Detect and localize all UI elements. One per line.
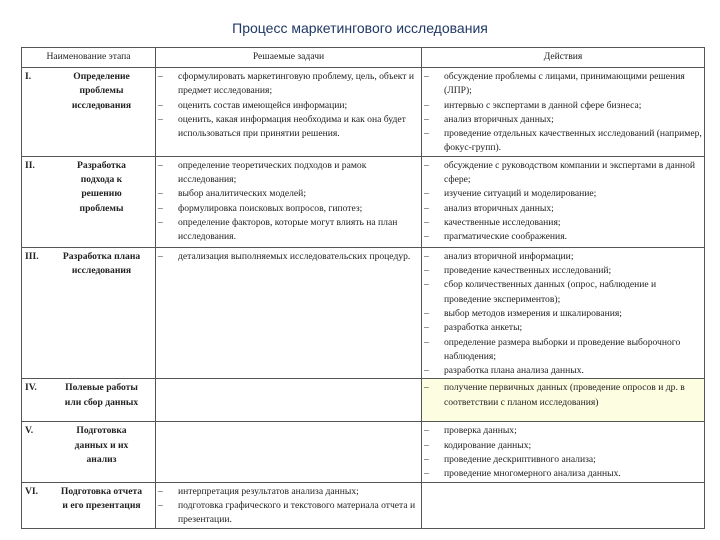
table-row	[22, 482, 705, 528]
tasks-cell	[156, 422, 422, 482]
action-item	[422, 70, 702, 99]
stage-name-line	[25, 453, 153, 467]
action-item	[422, 113, 702, 127]
stage-name-line	[25, 159, 153, 173]
tasks-cell	[156, 156, 422, 247]
stage-name: Полевые работы	[65, 382, 138, 394]
task-item	[156, 99, 419, 113]
actions-cell	[422, 247, 705, 379]
task-item-text: выбор аналитических моделей;	[178, 188, 306, 200]
action-item-text: выбор методов измерения и шкалирования;	[444, 307, 622, 319]
tasks-list	[156, 483, 421, 528]
task-item	[156, 113, 419, 142]
action-item-text: получение первичных данных (проведение опросов и др. в соответствии с планом исследования)	[444, 382, 685, 408]
action-item	[422, 159, 702, 188]
action-item-text: кодирование данных;	[444, 439, 532, 451]
dash-bullet: –	[158, 485, 163, 497]
task-item-text: определение факторов, которые могут влиять на план исследования.	[178, 216, 398, 243]
stage-name-line	[25, 202, 153, 216]
stage-number: V.	[25, 425, 34, 437]
action-item-text: проверка данных;	[444, 425, 517, 437]
task-item	[156, 202, 419, 216]
action-item-text: разработка анкеты;	[444, 322, 523, 334]
stage-number	[25, 264, 50, 278]
stage-name: Разработка плана	[62, 250, 141, 262]
actions-list	[422, 68, 704, 156]
table-row	[22, 379, 705, 422]
dash-bullet: –	[424, 454, 429, 466]
stage-name-line	[25, 439, 153, 453]
dash-bullet: –	[424, 250, 429, 262]
stage-name-line	[25, 381, 153, 395]
actions-cell	[422, 482, 705, 528]
action-item	[422, 321, 702, 335]
dash-bullet: –	[158, 499, 163, 511]
action-item	[422, 202, 702, 216]
header-actions: Действия	[422, 48, 705, 68]
stage-name: исследования	[71, 265, 132, 277]
stage-number	[25, 499, 50, 513]
stage-number: I.	[25, 71, 32, 82]
action-item-text: сбор количественных данных (опрос, наблюдение и проведение экспериментов);	[444, 279, 657, 305]
stage-name-line	[25, 485, 153, 499]
dash-bullet: –	[424, 113, 429, 125]
stage-name: или сбор данных	[64, 396, 139, 408]
dash-bullet: –	[158, 113, 163, 125]
action-item-text: обсуждение проблемы с лицами, принимающими решения (ЛПР);	[444, 71, 685, 97]
tasks-cell	[156, 247, 422, 379]
stage-cell	[22, 422, 156, 482]
research-process-table	[21, 47, 705, 529]
table-row	[22, 247, 705, 379]
action-item	[422, 467, 702, 481]
stage-name-line	[25, 173, 153, 187]
table-row	[22, 68, 705, 157]
dash-bullet: –	[158, 250, 163, 262]
dash-bullet: –	[424, 322, 429, 334]
action-item	[422, 336, 702, 365]
stage-number: VI.	[25, 485, 39, 497]
stage-number	[25, 396, 50, 410]
dash-bullet: –	[424, 425, 429, 437]
dash-bullet: –	[424, 307, 429, 319]
action-item	[422, 216, 702, 230]
action-item	[422, 424, 702, 438]
task-item	[156, 485, 419, 499]
dash-bullet: –	[424, 99, 429, 111]
stage-name: Подготовка	[76, 425, 127, 437]
action-item	[422, 99, 702, 113]
task-item-text: подготовка графического и текстового материала отчета и презентации.	[178, 499, 416, 526]
tasks-cell	[156, 68, 422, 157]
actions-cell	[422, 68, 705, 157]
stage-name: данных и их	[74, 439, 129, 451]
stage-name: Определение	[73, 71, 130, 82]
dash-bullet: –	[424, 439, 429, 451]
actions-list	[422, 422, 704, 481]
task-item	[156, 70, 419, 99]
action-item	[422, 381, 702, 410]
action-item	[422, 187, 702, 201]
task-item-text: оценить состав имеющейся информации;	[178, 99, 348, 111]
action-item-text: качественные исследования;	[444, 216, 561, 228]
header-tasks: Решаемые задачи	[156, 48, 422, 68]
actions-cell	[422, 379, 705, 422]
stage-cell	[22, 247, 156, 379]
dash-bullet: –	[424, 202, 429, 214]
table-body	[22, 68, 705, 529]
dash-bullet: –	[424, 216, 429, 228]
stage-name: проблемы	[79, 202, 124, 214]
stage-number	[25, 453, 50, 467]
dash-bullet: –	[424, 279, 429, 291]
action-item-text: определение размера выборки и проведение выборочного наблюдения;	[444, 336, 681, 362]
stage-number	[25, 187, 50, 201]
actions-cell	[422, 156, 705, 247]
dash-bullet: –	[424, 468, 429, 480]
action-item-text: анализ вторичной информации;	[444, 250, 574, 262]
task-item-text: оценить, какая информация необходима и как она будет использоваться при принятии решения.	[178, 113, 406, 140]
header-stage: Наименование этапа	[22, 48, 156, 68]
stage-number	[25, 202, 50, 216]
actions-list	[422, 248, 704, 379]
dash-bullet: –	[158, 99, 163, 111]
task-item-text: интерпретация результатов анализа данных;	[178, 485, 359, 497]
dash-bullet: –	[158, 216, 163, 228]
task-item-text: формулировка поисковых вопросов, гипотез;	[178, 202, 363, 214]
action-item	[422, 278, 702, 307]
stage-number	[25, 439, 50, 453]
tasks-list	[156, 248, 421, 264]
task-item	[156, 159, 419, 188]
stage-name-line	[25, 250, 153, 264]
stage-number	[25, 173, 50, 187]
task-item-text: детализация выполняемых исследовательских процедур.	[178, 250, 411, 262]
dash-bullet: –	[158, 188, 163, 200]
stage-name: анализ	[86, 454, 117, 466]
action-item-text: анализ вторичных данных;	[444, 113, 554, 125]
actions-list	[422, 379, 704, 410]
stage-name-line	[25, 499, 153, 513]
table-row	[22, 156, 705, 247]
stage-name: подхода к	[80, 174, 123, 186]
dash-bullet: –	[424, 231, 429, 243]
table-header-row	[22, 48, 705, 68]
table-row	[22, 422, 705, 482]
stage-number	[25, 99, 50, 113]
stage-number	[25, 84, 50, 98]
action-item	[422, 364, 702, 378]
actions-list	[422, 483, 704, 485]
action-item	[422, 439, 702, 453]
stage-number: III.	[25, 250, 39, 262]
task-item	[156, 216, 419, 245]
tasks-cell	[156, 379, 422, 422]
tasks-list	[156, 379, 421, 381]
stage-cell	[22, 68, 156, 157]
task-item	[156, 499, 419, 528]
stage-name-line	[25, 187, 153, 201]
page-title: Процесс маркетингового исследования	[232, 20, 488, 36]
stage-number: IV.	[25, 382, 37, 394]
stage-name: проблемы	[79, 85, 124, 97]
stage-name-line	[25, 70, 153, 84]
action-item-text: проведение многомерного анализа данных.	[444, 468, 621, 480]
dash-bullet: –	[424, 365, 429, 377]
tasks-cell	[156, 482, 422, 528]
action-item-text: проведение качественных исследований;	[444, 265, 612, 277]
action-item	[422, 230, 702, 244]
dash-bullet: –	[424, 128, 429, 140]
stage-cell	[22, 482, 156, 528]
action-item-text: интервью с экспертами в данной сфере бизнеса;	[444, 99, 642, 111]
stage-name: решению	[81, 188, 122, 200]
task-item	[156, 187, 419, 201]
dash-bullet: –	[424, 159, 429, 171]
stage-name-line	[25, 396, 153, 410]
stage-name: Разработка	[77, 159, 126, 171]
action-item-text: обсуждение с руководством компании и экспертами в данной сфере;	[444, 159, 696, 186]
stage-name-line	[25, 84, 153, 98]
stage-name: и его презентация	[62, 499, 141, 511]
task-item-text: сформулировать маркетинговую проблему, цель, объект и предмет исследования;	[178, 71, 415, 97]
dash-bullet: –	[158, 202, 163, 214]
stage-name-line	[25, 264, 153, 278]
action-item	[422, 453, 702, 467]
dash-bullet: –	[424, 382, 429, 394]
tasks-list	[156, 422, 421, 424]
action-item-text: прагматические соображения.	[444, 231, 567, 243]
action-item	[422, 307, 702, 321]
action-item	[422, 264, 702, 278]
action-item	[422, 250, 702, 264]
task-item-text: определение теоретических подходов и рамок исследования;	[178, 159, 367, 186]
dash-bullet: –	[158, 71, 163, 82]
action-item-text: изучение ситуаций и моделирование;	[444, 188, 597, 200]
stage-name: исследования	[71, 99, 132, 111]
stage-cell	[22, 379, 156, 422]
action-item-text: разработка плана анализа данных.	[444, 365, 584, 377]
action-item	[422, 127, 702, 156]
dash-bullet: –	[424, 71, 429, 82]
stage-name-line	[25, 99, 153, 113]
stage-cell	[22, 156, 156, 247]
stage-name: Подготовка отчета	[60, 485, 143, 497]
actions-list	[422, 157, 704, 245]
dash-bullet: –	[424, 336, 429, 348]
action-item-text: проведение отдельных качественных исследований (например, фокус-групп).	[444, 128, 702, 154]
dash-bullet: –	[424, 188, 429, 200]
tasks-list	[156, 68, 421, 141]
actions-cell	[422, 422, 705, 482]
action-item-text: проведение дескриптивного анализа;	[444, 454, 596, 466]
dash-bullet: –	[158, 159, 163, 171]
stage-number: II.	[25, 159, 35, 171]
task-item	[156, 250, 419, 264]
stage-name-line	[25, 424, 153, 438]
dash-bullet: –	[424, 265, 429, 277]
tasks-list	[156, 157, 421, 245]
action-item-text: анализ вторичных данных;	[444, 202, 554, 214]
